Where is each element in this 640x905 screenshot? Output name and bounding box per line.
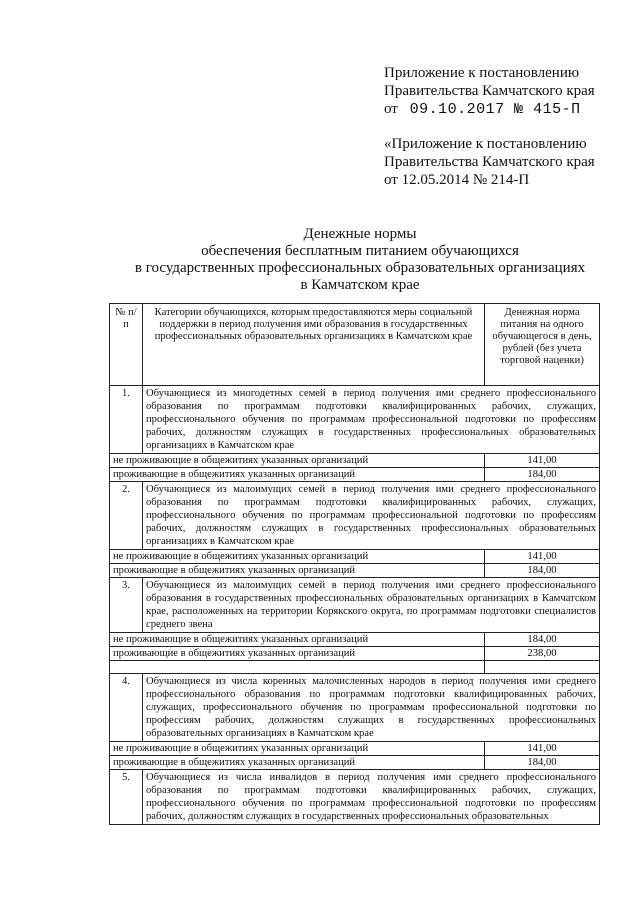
header-norm: Денежная норма питания на одного обучающегося в день, рублей (без учета торговой наценки) <box>485 304 600 386</box>
group-num: 1. <box>110 386 143 454</box>
header-line-3 <box>384 100 595 119</box>
header-category: Категории обучающихся, которым предоставляются меры социальной поддержки в период получения ими образования в государственных профессиональных образовательных организациях в Камчатском крае <box>143 304 485 386</box>
row-label: проживающие в общежитиях указанных организаций <box>110 647 485 661</box>
table-row <box>110 647 600 661</box>
row-value: 141,00 <box>485 742 600 756</box>
header-num: № п/п <box>110 304 143 386</box>
row-value: 184,00 <box>485 468 600 482</box>
spacer-cell <box>485 661 600 674</box>
group-row <box>110 770 600 825</box>
group-description: Обучающиеся из многодетных семей в период получения ими среднего профессионального образования по программам подготовки квалифицированных рабочих, служащих, профессионального обучения по программам профессиональной подготовки по профессиям рабочих, должностям служащих в государственных профессиональных образовательных организациях в Камчатском крае <box>143 386 600 454</box>
table-header-row <box>110 304 600 386</box>
table-row <box>110 454 600 468</box>
group-num: 2. <box>110 482 143 550</box>
group-description: Обучающиеся из малоимущих семей в период получения ими среднего профессионального образования в государственных профессиональных образовательных организациях в Камчатском крае, расположенных на территории Корякского округа, по программам подготовки специалистов среднего звена <box>143 578 600 633</box>
row-value: 141,00 <box>485 454 600 468</box>
title-line-3: в государственных профессиональных образовательных организациях <box>134 260 586 276</box>
quote-line-1: «Приложение к постановлению <box>384 136 587 152</box>
title-line-2: обеспечения бесплатным питанием обучающихся <box>201 243 519 259</box>
group-description: Обучающиеся из малоимущих семей в период получения ими среднего профессионального образования по программам подготовки квалифицированных рабочих, служащих, профессионального обучения по программам профессиональной подготовки по профессиям рабочих, должностям служащих в государственных профессиональных образовательных организациях в Камчатском крае <box>143 482 600 550</box>
header-from: от <box>384 101 398 117</box>
table-row <box>110 550 600 564</box>
table-row <box>110 756 600 770</box>
row-value: 184,00 <box>485 633 600 647</box>
row-value: 184,00 <box>485 756 600 770</box>
group-description: Обучающиеся из числа коренных малочисленных народов в период получения ими среднего профессионального образования по программам подготовки квалифицированных рабочих, служащих, профессионального обучения по программам профессиональной подготовки по профессиям рабочих, должностям служащих в государственных профессиональных образовательных организациях в Камчатском крае <box>143 674 600 742</box>
row-value: 184,00 <box>485 564 600 578</box>
quote-line-3: от 12.05.2014 № 214-П <box>384 172 530 188</box>
header-line-1: Приложение к постановлению <box>384 65 580 81</box>
decree-header <box>384 64 595 119</box>
group-num: 4. <box>110 674 143 742</box>
group-num: 3. <box>110 578 143 633</box>
spacer-row <box>110 661 600 674</box>
group-description: Обучающиеся из числа инвалидов в период получения ими среднего профессионального образования по программам подготовки квалифицированных рабочих, служащих, профессионального обучения по программам профессиональной подготовки по профессиям рабочих, должностям служащих в государственных профессиональных образовательных <box>143 770 600 825</box>
row-label: проживающие в общежитиях указанных организаций <box>110 564 485 578</box>
row-label: проживающие в общежитиях указанных организаций <box>110 756 485 770</box>
group-row <box>110 674 600 742</box>
group-row <box>110 482 600 550</box>
row-value: 141,00 <box>485 550 600 564</box>
quote-line-2: Правительства Камчатского края <box>384 154 595 170</box>
table-row <box>110 633 600 647</box>
title-line-1: Денежные нормы <box>303 226 417 242</box>
norms-table <box>109 303 600 825</box>
document-title <box>100 226 620 294</box>
row-label: не проживающие в общежитиях указанных организаций <box>110 742 485 756</box>
table-row <box>110 742 600 756</box>
row-value: 238,00 <box>485 647 600 661</box>
group-row <box>110 578 600 633</box>
row-label: проживающие в общежитиях указанных организаций <box>110 468 485 482</box>
table-row <box>110 564 600 578</box>
title-line-4: в Камчатском крае <box>300 277 420 293</box>
group-num: 5. <box>110 770 143 825</box>
table-row <box>110 468 600 482</box>
row-label: не проживающие в общежитиях указанных организаций <box>110 550 485 564</box>
row-label: не проживающие в общежитиях указанных организаций <box>110 633 485 647</box>
spacer-cell <box>110 661 485 674</box>
header-date-number: 09.10.2017 № 415-П <box>409 101 581 118</box>
header-line-2: Правительства Камчатского края <box>384 83 595 99</box>
quoted-header <box>384 135 595 189</box>
group-row <box>110 386 600 454</box>
row-label: не проживающие в общежитиях указанных организаций <box>110 454 485 468</box>
